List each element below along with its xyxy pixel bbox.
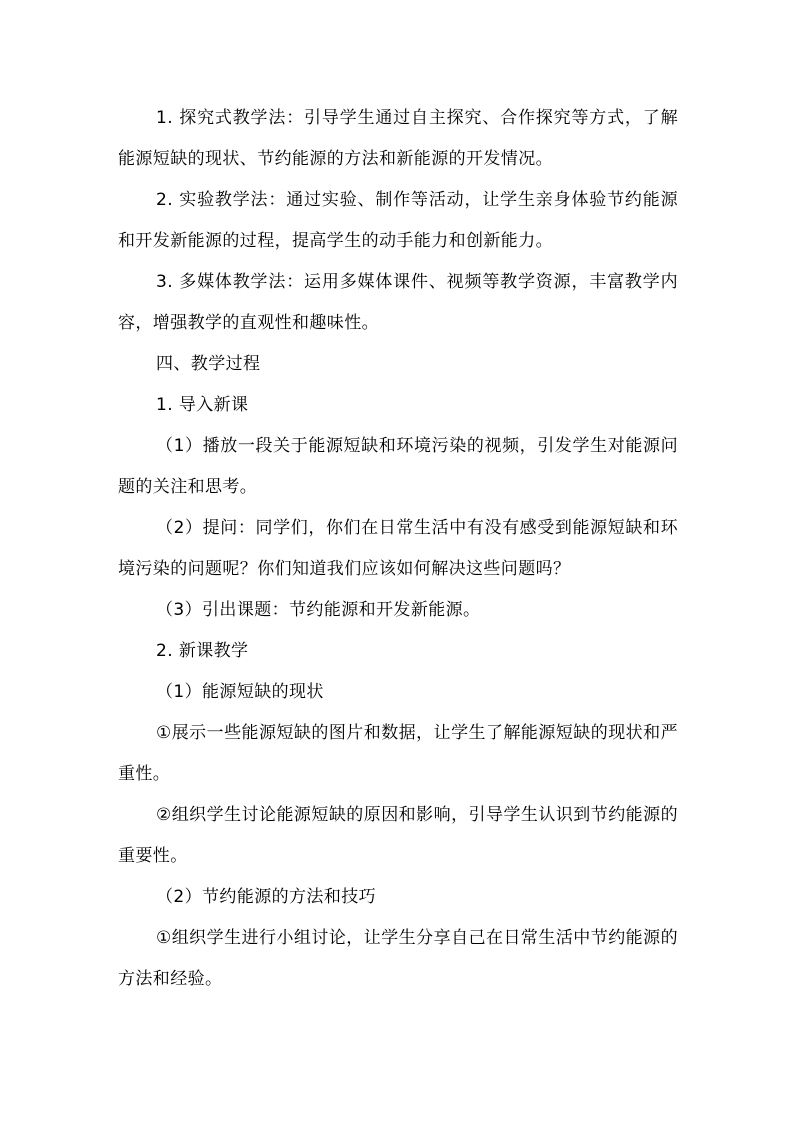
section-heading-teaching-process: 四、教学过程 — [156, 354, 261, 374]
intro-step-2-paragraph: （2）提问：同学们，你们在日常生活中有没有感受到能源短缺和环境污染的问题呢？你们知道我们应该如何解决这些问题吗？ — [118, 518, 678, 579]
topic-energy-saving-heading: （2）节约能源的方法和技巧 — [156, 887, 377, 907]
intro-step-3-paragraph: （3）引出课题：节约能源和开发新能源。 — [156, 600, 481, 620]
topic-energy-shortage-heading: （1）能源短缺的现状 — [156, 682, 324, 702]
subheading-introduction: 1. 导入新课 — [156, 395, 249, 415]
shortage-item-1-paragraph: ①展示一些能源短缺的图片和数据，让学生了解能源短缺的现状和严重性。 — [118, 723, 678, 784]
subheading-new-lesson: 2. 新课教学 — [156, 641, 249, 661]
saving-item-1-paragraph: ①组织学生进行小组讨论，让学生分享自己在日常生活中节约能源的方法和经验。 — [118, 928, 678, 989]
shortage-item-2-paragraph: ②组织学生讨论能源短缺的原因和影响，引导学生认识到节约能源的重要性。 — [118, 805, 678, 866]
method-inquiry-paragraph: 1. 探究式教学法：引导学生通过自主探究、合作探究等方式，了解能源短缺的现状、节约能源的方法和新能源的开发情况。 — [118, 108, 678, 169]
intro-step-1-paragraph: （1）播放一段关于能源短缺和环境污染的视频，引发学生对能源问题的关注和思考。 — [118, 436, 678, 497]
method-multimedia-paragraph: 3. 多媒体教学法：运用多媒体课件、视频等教学资源，丰富教学内容，增强教学的直观性和趣味性。 — [118, 272, 678, 333]
method-experiment-paragraph: 2. 实验教学法：通过实验、制作等活动，让学生亲身体验节约能源和开发新能源的过程，提高学生的动手能力和创新能力。 — [118, 190, 678, 251]
document-body — [118, 98, 678, 1000]
